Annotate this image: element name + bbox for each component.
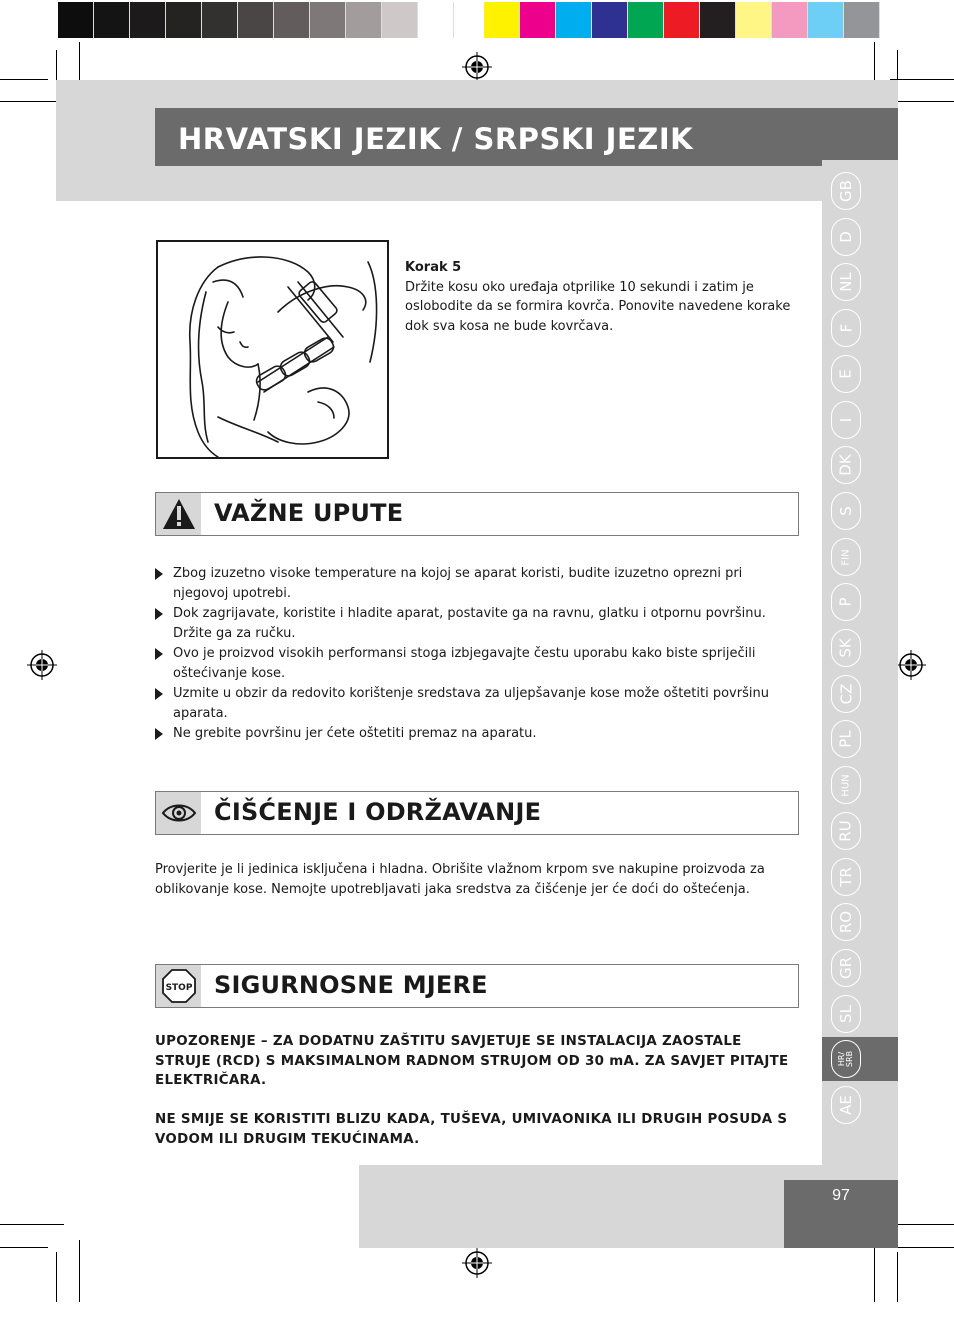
color-swatch bbox=[310, 2, 346, 38]
color-swatch bbox=[130, 2, 166, 38]
color-swatch bbox=[382, 2, 418, 38]
language-tab-label: SL bbox=[836, 1005, 855, 1023]
language-tab-i[interactable] bbox=[831, 401, 861, 439]
language-tab-cz[interactable] bbox=[831, 675, 861, 713]
language-tab-label: AE bbox=[837, 1095, 855, 1115]
color-swatch bbox=[418, 2, 454, 38]
warning-icon bbox=[161, 497, 197, 531]
page-number: 97 bbox=[832, 1187, 850, 1204]
language-tab-label: E bbox=[836, 369, 855, 379]
language-tab-sk[interactable] bbox=[831, 629, 861, 667]
color-swatch bbox=[808, 2, 844, 38]
color-swatch bbox=[166, 2, 202, 38]
color-swatch bbox=[664, 2, 700, 38]
language-tab-nl[interactable] bbox=[831, 263, 861, 301]
crop-mark bbox=[0, 79, 48, 80]
cleaning-icon-box bbox=[156, 792, 201, 834]
grayscale-color-bar bbox=[58, 2, 454, 38]
color-swatch bbox=[202, 2, 238, 38]
crop-mark bbox=[0, 1247, 48, 1248]
color-swatch bbox=[58, 2, 94, 38]
safety-icon-box bbox=[156, 965, 201, 1007]
color-swatch bbox=[484, 2, 520, 38]
language-tab-label: RO bbox=[836, 910, 855, 934]
rcd-warning-text: UPOZORENJE – ZA DODATNU ZAŠTITU SAVJETUJE SE INSTALACIJA ZAOSTALE STRUJE (RCD) S MAKSIMALNOM RADNOM STRUJOM OD 30 mA. ZA SAVJET PITAJTE ELEKTRIČARA. bbox=[155, 1034, 789, 1088]
list-item-text: Ne grebite površinu jer ćete oštetiti premaz na aparatu. bbox=[173, 726, 537, 741]
step-5-text-block bbox=[405, 258, 805, 336]
color-swatch bbox=[556, 2, 592, 38]
water-warning-text: NE SMIJE SE KORISTITI BLIZU KADA, TUŠEVA, UMIVAONIKA ILI DRUGIH POSUDA S VODOM ILI DRUGIM TEKUĆINAMA. bbox=[155, 1112, 788, 1147]
registration-mark-icon bbox=[462, 52, 492, 82]
step-description: Držite kosu oko uređaja otprilike 10 sekundi i zatim je oslobodite da se formira kovrča. Ponovite navedene korake dok sva kosa ne bude kovrčava. bbox=[405, 279, 791, 334]
language-tab-e[interactable] bbox=[831, 355, 861, 393]
registration-mark-icon bbox=[27, 650, 57, 680]
important-icon-box bbox=[156, 493, 201, 535]
language-tab-f[interactable] bbox=[831, 309, 861, 347]
important-section-header bbox=[155, 492, 799, 536]
cleaning-text: Provjerite je li jedinica isključena i hladna. Obrišite vlažnom krpom sve nakupine proizvoda za oblikovanje kose. Nemojte upotrebljavati jaka sredstva za čišćenje jer će doći do oštećenja. bbox=[155, 862, 765, 897]
language-tab-ro[interactable] bbox=[831, 903, 861, 941]
crop-mark bbox=[0, 101, 64, 102]
color-swatch bbox=[94, 2, 130, 38]
crop-mark bbox=[56, 1252, 57, 1302]
bullet-arrow-icon bbox=[155, 688, 163, 700]
color-swatch bbox=[274, 2, 310, 38]
list-item bbox=[155, 564, 795, 604]
language-tab-hr-srb[interactable] bbox=[831, 1040, 861, 1078]
safety-section-title: SIGURNOSNE MJERE bbox=[214, 971, 488, 999]
language-tab-label: S bbox=[837, 506, 855, 516]
language-tab-tr[interactable] bbox=[831, 858, 861, 896]
bullet-arrow-icon bbox=[155, 728, 163, 740]
registration-mark-icon bbox=[896, 650, 926, 680]
crop-mark bbox=[890, 1224, 954, 1225]
registration-mark-icon bbox=[462, 1248, 492, 1278]
color-swatch bbox=[628, 2, 664, 38]
language-tab-label: D bbox=[837, 231, 855, 243]
language-tab-label: GR bbox=[836, 956, 855, 980]
language-tab-label: I bbox=[837, 417, 855, 423]
list-item-text: Uzmite u obzir da redovito korištenje sredstava za uljepšavanje kose može oštetiti površinu aparata. bbox=[173, 686, 769, 721]
process-color-bar bbox=[484, 2, 880, 38]
language-tab-ae[interactable] bbox=[831, 1086, 861, 1124]
crop-mark bbox=[890, 101, 954, 102]
language-tab-pl[interactable] bbox=[831, 720, 861, 758]
language-tab-fin[interactable] bbox=[831, 538, 861, 576]
page-number-box bbox=[784, 1180, 898, 1248]
hair-styling-illustration-icon bbox=[158, 242, 387, 457]
cleaning-section-header bbox=[155, 791, 799, 835]
eye-icon bbox=[161, 801, 197, 825]
language-tab-ru[interactable] bbox=[831, 812, 861, 850]
language-tab-hun[interactable] bbox=[831, 766, 861, 804]
cleaning-section-title: ČIŠĆENJE I ODRŽAVANJE bbox=[214, 798, 542, 826]
language-tab-sl[interactable] bbox=[831, 995, 861, 1033]
language-tab-label: PL bbox=[837, 730, 855, 748]
color-swatch bbox=[772, 2, 808, 38]
page-title: HRVATSKI JEZIK / SRPSKI JEZIK bbox=[178, 122, 694, 156]
important-list bbox=[155, 564, 795, 744]
language-tab-dk[interactable] bbox=[831, 446, 861, 484]
list-item bbox=[155, 604, 795, 644]
bullet-arrow-icon bbox=[155, 648, 163, 660]
language-tab-label: GB bbox=[836, 180, 855, 202]
color-swatch bbox=[520, 2, 556, 38]
language-tab-label: SK bbox=[836, 638, 855, 658]
crop-mark bbox=[890, 79, 954, 80]
language-tab-label: NL bbox=[836, 272, 855, 292]
language-tab-p[interactable] bbox=[831, 583, 861, 621]
list-item bbox=[155, 724, 795, 744]
list-item-text: Zbog izuzetno visoke temperature na kojoj se aparat koristi, budite izuzetno oprezni pri njegovoj upotrebi. bbox=[173, 566, 743, 601]
step-illustration bbox=[156, 240, 389, 459]
language-tab-s[interactable] bbox=[831, 492, 861, 530]
language-tab-gb[interactable] bbox=[831, 172, 861, 210]
safety-section-header bbox=[155, 964, 799, 1008]
language-tab-label: HR/ SRB bbox=[837, 1050, 854, 1068]
important-section-title: VAŽNE UPUTE bbox=[214, 499, 404, 527]
crop-mark bbox=[79, 1240, 80, 1302]
language-tab-d[interactable] bbox=[831, 218, 861, 256]
stop-icon bbox=[162, 969, 196, 1003]
color-swatch bbox=[592, 2, 628, 38]
language-tab-label: P bbox=[836, 597, 855, 607]
language-tab-label: TR bbox=[837, 867, 855, 887]
color-swatch bbox=[346, 2, 382, 38]
language-tab-label: DK bbox=[836, 454, 855, 476]
language-tab-label: RU bbox=[837, 820, 855, 842]
color-swatch bbox=[238, 2, 274, 38]
language-tab-gr[interactable] bbox=[831, 949, 861, 987]
list-item bbox=[155, 644, 795, 684]
language-tab-label: FIN bbox=[840, 548, 852, 566]
step-label: Korak 5 bbox=[405, 260, 462, 275]
list-item bbox=[155, 684, 795, 724]
list-item-text: Ovo je proizvod visokih performansi stoga izbjegavajte čestu uporabu kako biste spriječili oštećivanje kose. bbox=[173, 646, 756, 681]
bullet-arrow-icon bbox=[155, 568, 163, 580]
crop-mark bbox=[0, 1224, 64, 1225]
color-swatch bbox=[700, 2, 736, 38]
bullet-arrow-icon bbox=[155, 608, 163, 620]
crop-mark bbox=[874, 1240, 875, 1302]
title-bar bbox=[155, 108, 898, 166]
list-item-text: Dok zagrijavate, koristite i hladite aparat, postavite ga na ravnu, glatku i otpornu površinu. Držite ga za ručku. bbox=[173, 606, 766, 641]
color-swatch bbox=[844, 2, 880, 38]
language-tab-label: F bbox=[836, 323, 855, 333]
language-tab-label: CZ bbox=[837, 683, 855, 705]
language-tab-label: HUN bbox=[840, 773, 852, 797]
crop-mark bbox=[890, 1247, 954, 1248]
stop-sign-label: STOP bbox=[165, 983, 192, 993]
crop-mark bbox=[897, 1252, 898, 1302]
color-swatch bbox=[736, 2, 772, 38]
